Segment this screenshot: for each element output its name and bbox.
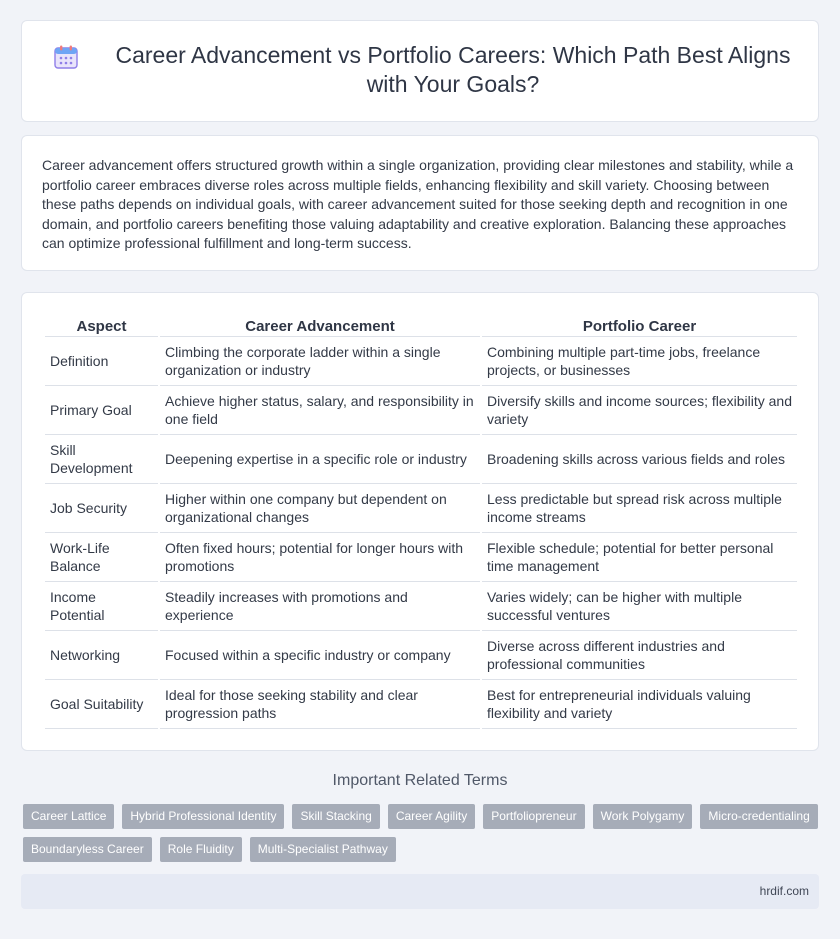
aspect-cell: Definition bbox=[45, 337, 158, 386]
header-career-advancement: Career Advancement bbox=[160, 315, 480, 337]
aspect-cell: Skill Development bbox=[45, 435, 158, 484]
portfolio-career-cell: Best for entrepreneurial individuals valuing flexibility and variety bbox=[482, 680, 797, 729]
portfolio-career-cell: Diversify skills and income sources; flexibility and variety bbox=[482, 386, 797, 435]
comparison-table bbox=[43, 315, 799, 729]
intro-card bbox=[21, 135, 819, 271]
aspect-cell: Job Security bbox=[45, 484, 158, 533]
table-row bbox=[45, 337, 797, 386]
table-row bbox=[45, 582, 797, 631]
table-row bbox=[45, 435, 797, 484]
calendar-icon bbox=[52, 43, 80, 71]
tag-multi-specialist-pathway[interactable]: Multi-Specialist Pathway bbox=[250, 837, 396, 862]
page-title: Career Advancement vs Portfolio Careers: Which Path Best Aligns with Your Goals? bbox=[115, 42, 791, 97]
header-portfolio-career: Portfolio Career bbox=[482, 315, 797, 337]
tag-work-polygamy[interactable]: Work Polygamy bbox=[593, 804, 693, 829]
tag-skill-stacking[interactable]: Skill Stacking bbox=[292, 804, 379, 829]
tag-portfoliopreneur[interactable]: Portfoliopreneur bbox=[483, 804, 584, 829]
tag-career-lattice[interactable]: Career Lattice bbox=[23, 804, 114, 829]
title-card bbox=[21, 20, 819, 122]
table-row bbox=[45, 386, 797, 435]
related-terms-title: Important Related Terms bbox=[332, 772, 508, 789]
related-terms-tags bbox=[23, 804, 823, 862]
table-row bbox=[45, 484, 797, 533]
portfolio-career-cell: Diverse across different industries and professional communities bbox=[482, 631, 797, 680]
career-advancement-cell: Achieve higher status, salary, and responsibility in one field bbox=[160, 386, 480, 435]
tag-boundaryless-career[interactable]: Boundaryless Career bbox=[23, 837, 152, 862]
table-header-row bbox=[45, 315, 797, 337]
portfolio-career-cell: Varies widely; can be higher with multiple successful ventures bbox=[482, 582, 797, 631]
footer bbox=[21, 874, 819, 909]
aspect-cell: Primary Goal bbox=[45, 386, 158, 435]
career-advancement-cell: Ideal for those seeking stability and clear progression paths bbox=[160, 680, 480, 729]
portfolio-career-cell: Flexible schedule; potential for better personal time management bbox=[482, 533, 797, 582]
career-advancement-cell: Focused within a specific industry or company bbox=[160, 631, 480, 680]
table-row bbox=[45, 533, 797, 582]
aspect-cell: Income Potential bbox=[45, 582, 158, 631]
aspect-cell: Networking bbox=[45, 631, 158, 680]
tag-hybrid-professional-identity[interactable]: Hybrid Professional Identity bbox=[122, 804, 284, 829]
aspect-cell: Work-Life Balance bbox=[45, 533, 158, 582]
table-row bbox=[45, 631, 797, 680]
portfolio-career-cell: Less predictable but spread risk across multiple income streams bbox=[482, 484, 797, 533]
tag-micro-credentialing[interactable]: Micro-credentialing bbox=[700, 804, 817, 829]
career-advancement-cell: Higher within one company but dependent on organizational changes bbox=[160, 484, 480, 533]
header-aspect: Aspect bbox=[45, 315, 158, 337]
tag-career-agility[interactable]: Career Agility bbox=[388, 804, 475, 829]
portfolio-career-cell: Broadening skills across various fields and roles bbox=[482, 435, 797, 484]
career-advancement-cell: Deepening expertise in a specific role or industry bbox=[160, 435, 480, 484]
tag-role-fluidity[interactable]: Role Fluidity bbox=[160, 837, 242, 862]
intro-paragraph: Career advancement offers structured growth within a single organization, providing clear milestones and stability, while a portfolio career embraces diverse roles across multiple fields, enhancing flexibility and skill variety. Choosing between these paths depends on individual goals, with career advancement suited for those seeking depth and recognition in one domain, and portfolio careers benefiting those valuing adaptability and creative exploration. Balancing these approaches can optimize professional fulfillment and long-term success. bbox=[42, 157, 794, 251]
career-advancement-cell: Steadily increases with promotions and experience bbox=[160, 582, 480, 631]
table-row bbox=[45, 680, 797, 729]
portfolio-career-cell: Combining multiple part-time jobs, freelance projects, or businesses bbox=[482, 337, 797, 386]
footer-site-link[interactable]: hrdif.com bbox=[759, 884, 809, 898]
career-advancement-cell: Climbing the corporate ladder within a single organization or industry bbox=[160, 337, 480, 386]
aspect-cell: Goal Suitability bbox=[45, 680, 158, 729]
comparison-table-card bbox=[21, 292, 819, 751]
career-advancement-cell: Often fixed hours; potential for longer hours with promotions bbox=[160, 533, 480, 582]
